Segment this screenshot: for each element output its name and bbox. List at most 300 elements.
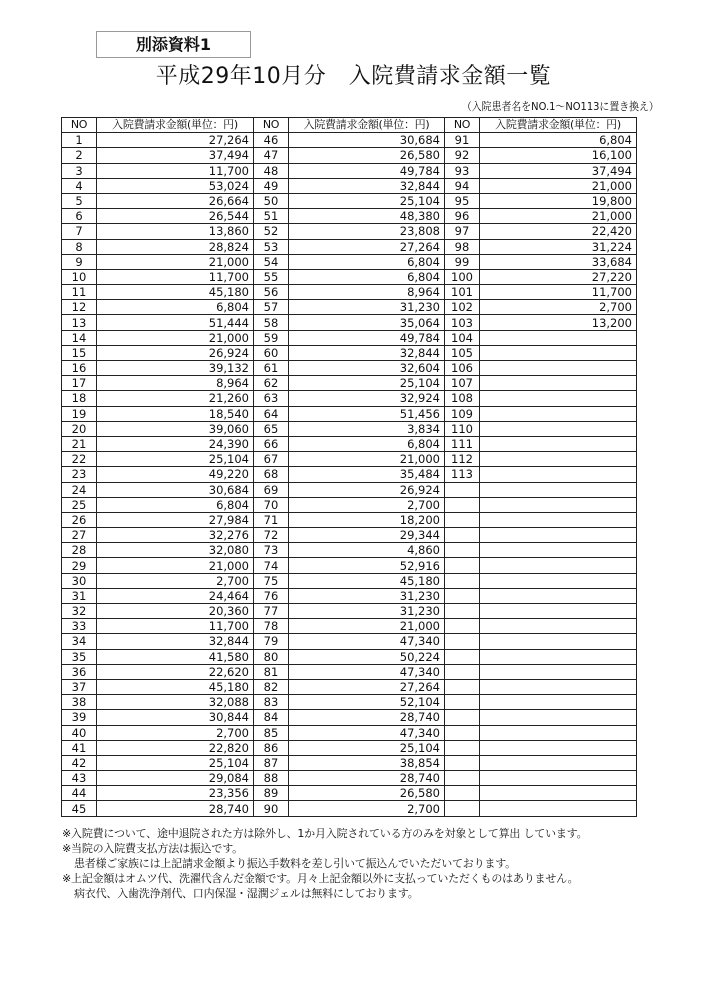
amount-cell [480, 740, 637, 755]
patient-no-cell: 3 [62, 163, 97, 178]
amount-cell: 27,264 [97, 133, 254, 148]
amount-cell: 38,854 [289, 755, 445, 770]
patient-no-cell: 16 [62, 361, 97, 376]
table-row [62, 543, 637, 558]
amount-cell [480, 786, 637, 801]
patient-no-cell: 97 [445, 224, 480, 239]
patient-no-cell: 86 [254, 740, 289, 755]
amount-cell: 32,924 [289, 391, 445, 406]
patient-no-cell: 42 [62, 755, 97, 770]
page-subtitle: （入院患者名をNO.1～NO113に置き換え） [462, 100, 659, 113]
page-title: 平成29年10月分 入院費請求金額一覧 [155, 64, 552, 89]
amount-cell [480, 482, 637, 497]
patient-no-cell: 85 [254, 725, 289, 740]
patient-no-cell: 4 [62, 178, 97, 193]
table-row [62, 634, 637, 649]
table-row [62, 604, 637, 619]
patient-no-cell: 55 [254, 269, 289, 284]
table-row [62, 315, 637, 330]
header-amount: 入院費請求金額(単位：円) [480, 118, 637, 133]
amount-cell: 49,220 [97, 467, 254, 482]
patient-no-cell: 1 [62, 133, 97, 148]
amount-cell: 6,804 [289, 436, 445, 451]
patient-no-cell: 12 [62, 300, 97, 315]
table-row [62, 740, 637, 755]
amount-cell: 8,964 [97, 376, 254, 391]
patient-no-cell: 107 [445, 376, 480, 391]
patient-no-cell: 67 [254, 452, 289, 467]
table-row [62, 497, 637, 512]
header-no: NO [445, 118, 480, 133]
amount-cell: 41,580 [97, 649, 254, 664]
patient-no-cell: 36 [62, 664, 97, 679]
amount-cell: 19,800 [480, 193, 637, 208]
patient-no-cell: 50 [254, 193, 289, 208]
table-row [62, 664, 637, 679]
patient-no-cell [445, 588, 480, 603]
amount-cell: 21,000 [480, 209, 637, 224]
amount-cell: 6,804 [97, 497, 254, 512]
amount-cell: 48,380 [289, 209, 445, 224]
amount-cell: 26,664 [97, 193, 254, 208]
patient-no-cell: 89 [254, 786, 289, 801]
table-row [62, 588, 637, 603]
patient-no-cell: 108 [445, 391, 480, 406]
amount-cell: 45,180 [97, 679, 254, 694]
table-row [62, 345, 637, 360]
patient-no-cell: 56 [254, 285, 289, 300]
patient-no-cell: 41 [62, 740, 97, 755]
table-row [62, 163, 637, 178]
patient-no-cell: 48 [254, 163, 289, 178]
amount-cell: 31,230 [289, 300, 445, 315]
table-row [62, 755, 637, 770]
amount-cell: 25,104 [289, 376, 445, 391]
amount-cell [480, 679, 637, 694]
patient-no-cell: 61 [254, 361, 289, 376]
header-amount: 入院費請求金額(単位：円) [97, 118, 254, 133]
table-row [62, 300, 637, 315]
header-no: NO [62, 118, 97, 133]
patient-no-cell: 38 [62, 695, 97, 710]
patient-no-cell: 68 [254, 467, 289, 482]
patient-no-cell: 31 [62, 588, 97, 603]
amount-cell: 28,740 [289, 710, 445, 725]
table-row [62, 512, 637, 527]
patient-no-cell [445, 679, 480, 694]
patient-no-cell [445, 649, 480, 664]
amount-cell [480, 695, 637, 710]
patient-no-cell [445, 801, 480, 816]
amount-cell: 2,700 [97, 725, 254, 740]
amount-cell [480, 755, 637, 770]
amount-cell [480, 421, 637, 436]
patient-no-cell: 26 [62, 512, 97, 527]
patient-no-cell: 77 [254, 604, 289, 619]
amount-cell: 51,456 [289, 406, 445, 421]
amount-cell: 25,104 [289, 193, 445, 208]
patient-no-cell: 104 [445, 330, 480, 345]
table-row [62, 133, 637, 148]
patient-no-cell: 51 [254, 209, 289, 224]
table-row [62, 801, 637, 816]
amount-cell: 20,360 [97, 604, 254, 619]
amount-cell: 2,700 [289, 801, 445, 816]
table-row [62, 376, 637, 391]
amount-cell: 32,088 [97, 695, 254, 710]
patient-no-cell: 35 [62, 649, 97, 664]
amount-cell: 18,540 [97, 406, 254, 421]
patient-no-cell: 59 [254, 330, 289, 345]
amount-cell: 52,104 [289, 695, 445, 710]
patient-no-cell: 29 [62, 558, 97, 573]
patient-no-cell: 8 [62, 239, 97, 254]
patient-no-cell: 40 [62, 725, 97, 740]
table-row [62, 421, 637, 436]
patient-no-cell: 80 [254, 649, 289, 664]
amount-cell: 31,230 [289, 588, 445, 603]
patient-no-cell: 106 [445, 361, 480, 376]
amount-cell: 21,260 [97, 391, 254, 406]
patient-no-cell: 101 [445, 285, 480, 300]
amount-cell: 28,824 [97, 239, 254, 254]
table-body [62, 133, 637, 816]
amount-cell: 21,000 [480, 178, 637, 193]
amount-cell: 21,000 [97, 254, 254, 269]
patient-no-cell: 90 [254, 801, 289, 816]
patient-no-cell: 15 [62, 345, 97, 360]
patient-no-cell [445, 725, 480, 740]
patient-no-cell [445, 573, 480, 588]
amount-cell: 47,340 [289, 634, 445, 649]
patient-no-cell [445, 497, 480, 512]
amount-cell: 23,356 [97, 786, 254, 801]
patient-no-cell [445, 482, 480, 497]
amount-cell [480, 528, 637, 543]
patient-no-cell: 110 [445, 421, 480, 436]
amount-cell [480, 345, 637, 360]
amount-cell [480, 649, 637, 664]
footnote: ※上記金額はオムツ代、洗濯代含んだ金額です。月々上記金額以外に支払っていただくものはありません。 [62, 872, 579, 885]
amount-cell: 27,984 [97, 512, 254, 527]
amount-cell: 32,844 [289, 345, 445, 360]
patient-no-cell: 91 [445, 133, 480, 148]
patient-no-cell: 113 [445, 467, 480, 482]
amount-cell: 27,264 [289, 679, 445, 694]
table-row [62, 239, 637, 254]
patient-no-cell: 10 [62, 269, 97, 284]
amount-cell [480, 771, 637, 786]
amount-cell: 6,804 [289, 269, 445, 284]
amount-cell: 8,964 [289, 285, 445, 300]
amount-cell: 32,844 [289, 178, 445, 193]
patient-no-cell: 30 [62, 573, 97, 588]
patient-no-cell: 84 [254, 710, 289, 725]
patient-no-cell [445, 543, 480, 558]
amount-cell: 32,080 [97, 543, 254, 558]
patient-no-cell: 81 [254, 664, 289, 679]
amount-cell: 31,224 [480, 239, 637, 254]
patient-no-cell: 5 [62, 193, 97, 208]
amount-cell: 47,340 [289, 664, 445, 679]
amount-cell: 22,620 [97, 664, 254, 679]
table-row [62, 452, 637, 467]
table-row [62, 193, 637, 208]
patient-no-cell: 2 [62, 148, 97, 163]
table-row [62, 573, 637, 588]
table-row [62, 330, 637, 345]
amount-cell: 2,700 [289, 497, 445, 512]
footnote: 病衣代、入歯洗浄剤代、口内保湿・湿潤ジェルは無料にしております。 [74, 887, 419, 900]
amount-cell: 16,100 [480, 148, 637, 163]
patient-no-cell: 75 [254, 573, 289, 588]
amount-cell: 6,804 [289, 254, 445, 269]
amount-cell: 37,494 [97, 148, 254, 163]
amount-cell [480, 436, 637, 451]
amount-cell [480, 664, 637, 679]
patient-no-cell [445, 771, 480, 786]
amount-cell: 29,344 [289, 528, 445, 543]
patient-no-cell: 103 [445, 315, 480, 330]
amount-cell [480, 588, 637, 603]
amount-cell [480, 376, 637, 391]
amount-cell [480, 573, 637, 588]
amount-cell: 23,808 [289, 224, 445, 239]
patient-no-cell: 105 [445, 345, 480, 360]
amount-cell [480, 452, 637, 467]
patient-no-cell: 95 [445, 193, 480, 208]
patient-no-cell: 28 [62, 543, 97, 558]
patient-no-cell: 11 [62, 285, 97, 300]
patient-no-cell: 52 [254, 224, 289, 239]
patient-no-cell: 60 [254, 345, 289, 360]
patient-no-cell: 24 [62, 482, 97, 497]
amount-cell: 39,060 [97, 421, 254, 436]
table-row [62, 178, 637, 193]
patient-no-cell: 53 [254, 239, 289, 254]
amount-cell: 13,200 [480, 315, 637, 330]
amount-cell: 30,844 [97, 710, 254, 725]
amount-cell: 49,784 [289, 163, 445, 178]
amount-cell [480, 604, 637, 619]
amount-cell: 50,224 [289, 649, 445, 664]
table-row [62, 679, 637, 694]
amount-cell: 27,264 [289, 239, 445, 254]
amount-cell: 21,000 [97, 558, 254, 573]
patient-no-cell: 94 [445, 178, 480, 193]
patient-no-cell: 65 [254, 421, 289, 436]
amount-cell: 37,494 [480, 163, 637, 178]
amount-cell [480, 619, 637, 634]
patient-no-cell: 14 [62, 330, 97, 345]
table-row [62, 695, 637, 710]
patient-no-cell: 96 [445, 209, 480, 224]
table-row [62, 467, 637, 482]
patient-no-cell: 99 [445, 254, 480, 269]
amount-cell [480, 543, 637, 558]
amount-cell: 28,740 [289, 771, 445, 786]
patient-no-cell [445, 528, 480, 543]
amount-cell [480, 725, 637, 740]
amount-cell [480, 497, 637, 512]
amount-cell: 13,860 [97, 224, 254, 239]
patient-no-cell: 100 [445, 269, 480, 284]
amount-cell: 22,820 [97, 740, 254, 755]
patient-no-cell: 57 [254, 300, 289, 315]
amount-cell: 53,024 [97, 178, 254, 193]
patient-no-cell: 47 [254, 148, 289, 163]
patient-no-cell [445, 634, 480, 649]
patient-no-cell: 25 [62, 497, 97, 512]
amount-cell: 11,700 [97, 163, 254, 178]
amount-cell: 35,064 [289, 315, 445, 330]
amount-cell: 29,084 [97, 771, 254, 786]
amount-cell: 18,200 [289, 512, 445, 527]
patient-no-cell [445, 619, 480, 634]
amount-cell: 51,444 [97, 315, 254, 330]
patient-no-cell: 39 [62, 710, 97, 725]
patient-no-cell [445, 755, 480, 770]
amount-cell: 25,104 [289, 740, 445, 755]
patient-no-cell: 93 [445, 163, 480, 178]
header-no: NO [254, 118, 289, 133]
amount-cell: 30,684 [97, 482, 254, 497]
amount-cell [480, 634, 637, 649]
amount-cell: 6,804 [97, 300, 254, 315]
table-row [62, 361, 637, 376]
patient-no-cell: 64 [254, 406, 289, 421]
patient-no-cell: 6 [62, 209, 97, 224]
amount-cell: 25,104 [97, 452, 254, 467]
patient-no-cell: 21 [62, 436, 97, 451]
amount-cell: 32,604 [289, 361, 445, 376]
amount-cell: 26,924 [289, 482, 445, 497]
amount-cell: 22,420 [480, 224, 637, 239]
amount-cell: 32,844 [97, 634, 254, 649]
amount-cell: 24,464 [97, 588, 254, 603]
amount-cell [480, 330, 637, 345]
table-row [62, 528, 637, 543]
patient-no-cell: 27 [62, 528, 97, 543]
amount-cell: 25,104 [97, 755, 254, 770]
amount-cell: 6,804 [480, 133, 637, 148]
patient-no-cell: 72 [254, 528, 289, 543]
patient-no-cell: 17 [62, 376, 97, 391]
patient-no-cell [445, 710, 480, 725]
patient-no-cell [445, 664, 480, 679]
billing-table [61, 117, 637, 817]
amount-cell: 52,916 [289, 558, 445, 573]
table-header-row [62, 118, 637, 133]
amount-cell: 4,860 [289, 543, 445, 558]
amount-cell: 49,784 [289, 330, 445, 345]
footnote: ※入院費について、途中退院された方は除外し、1か月入院されている方のみを対象として算出 しています。 [62, 827, 588, 840]
patient-no-cell: 69 [254, 482, 289, 497]
patient-no-cell: 7 [62, 224, 97, 239]
footnote: 患者様ご家族には上記請求金額より振込手数料を差し引いて振込んでいただいております。 [74, 857, 516, 870]
patient-no-cell: 74 [254, 558, 289, 573]
patient-no-cell: 78 [254, 619, 289, 634]
patient-no-cell [445, 740, 480, 755]
patient-no-cell [445, 558, 480, 573]
patient-no-cell: 76 [254, 588, 289, 603]
amount-cell [480, 406, 637, 421]
patient-no-cell: 87 [254, 755, 289, 770]
patient-no-cell: 44 [62, 786, 97, 801]
amount-cell: 45,180 [97, 285, 254, 300]
table-row [62, 148, 637, 163]
patient-no-cell [445, 695, 480, 710]
patient-no-cell: 43 [62, 771, 97, 786]
table-row [62, 209, 637, 224]
patient-no-cell: 102 [445, 300, 480, 315]
amount-cell: 26,924 [97, 345, 254, 360]
patient-no-cell: 13 [62, 315, 97, 330]
amount-cell [480, 361, 637, 376]
patient-no-cell: 79 [254, 634, 289, 649]
table-row [62, 710, 637, 725]
attachment-label: 別添資料1 [96, 31, 251, 58]
amount-cell: 21,000 [289, 619, 445, 634]
amount-cell: 11,700 [480, 285, 637, 300]
table-row [62, 619, 637, 634]
amount-cell [480, 801, 637, 816]
amount-cell: 11,700 [97, 619, 254, 634]
amount-cell: 26,544 [97, 209, 254, 224]
patient-no-cell: 66 [254, 436, 289, 451]
amount-cell [480, 558, 637, 573]
patient-no-cell: 54 [254, 254, 289, 269]
table-row [62, 771, 637, 786]
amount-cell: 28,740 [97, 801, 254, 816]
amount-cell: 32,276 [97, 528, 254, 543]
amount-cell: 3,834 [289, 421, 445, 436]
patient-no-cell: 111 [445, 436, 480, 451]
amount-cell [480, 467, 637, 482]
amount-cell: 26,580 [289, 148, 445, 163]
amount-cell [480, 391, 637, 406]
patient-no-cell: 98 [445, 239, 480, 254]
table-row [62, 649, 637, 664]
table-row [62, 436, 637, 451]
patient-no-cell: 71 [254, 512, 289, 527]
amount-cell [480, 710, 637, 725]
patient-no-cell: 92 [445, 148, 480, 163]
patient-no-cell: 19 [62, 406, 97, 421]
patient-no-cell: 62 [254, 376, 289, 391]
patient-no-cell: 23 [62, 467, 97, 482]
patient-no-cell: 58 [254, 315, 289, 330]
patient-no-cell: 63 [254, 391, 289, 406]
footnotes [62, 826, 682, 901]
patient-no-cell: 46 [254, 133, 289, 148]
patient-no-cell: 88 [254, 771, 289, 786]
table-row [62, 391, 637, 406]
patient-no-cell: 33 [62, 619, 97, 634]
amount-cell [480, 512, 637, 527]
table-row [62, 725, 637, 740]
patient-no-cell: 83 [254, 695, 289, 710]
amount-cell: 31,230 [289, 604, 445, 619]
footnote: ※当院の入院費支払方法は振込です。 [62, 842, 243, 855]
table-row [62, 254, 637, 269]
patient-no-cell [445, 786, 480, 801]
patient-no-cell: 34 [62, 634, 97, 649]
patient-no-cell: 22 [62, 452, 97, 467]
patient-no-cell: 37 [62, 679, 97, 694]
patient-no-cell: 82 [254, 679, 289, 694]
amount-cell: 24,390 [97, 436, 254, 451]
